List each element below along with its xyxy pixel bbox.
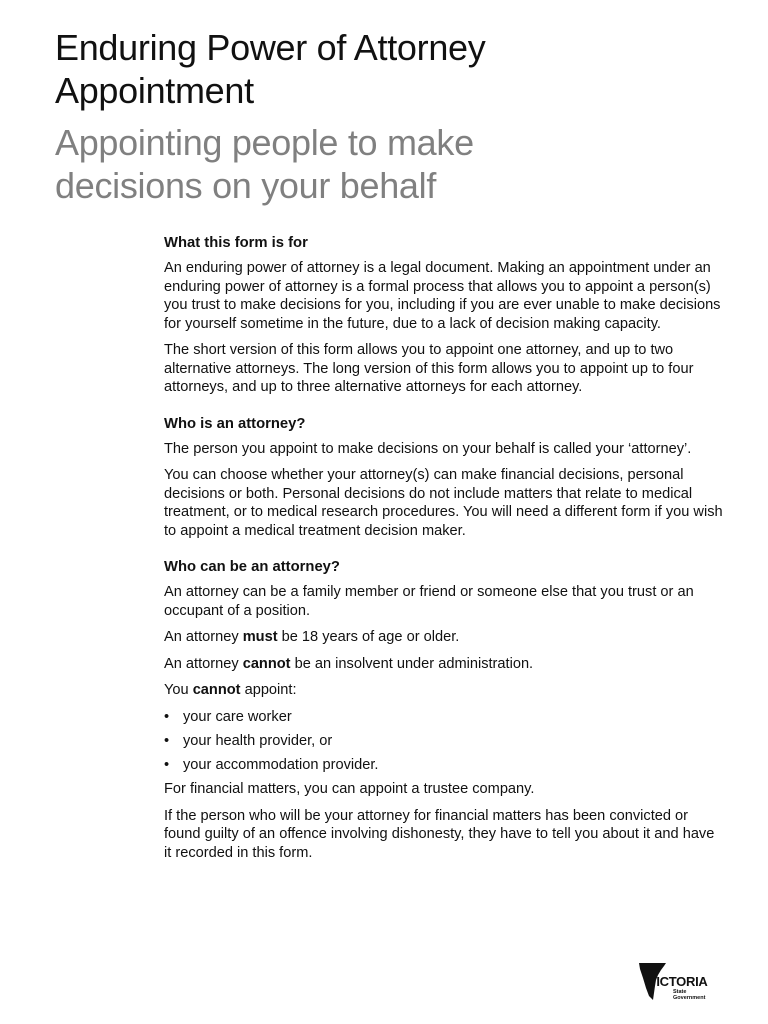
document-body: [164, 233, 724, 870]
logo-subtext-government: Government: [673, 995, 706, 1001]
list-item: • your accommodation provider.: [164, 756, 379, 773]
list-item: • your health provider, or: [164, 732, 333, 749]
section-heading-form-for: What this form is for: [164, 235, 308, 251]
subtitle-line-1: Appointing people to make: [55, 122, 474, 163]
paragraph: An attorney can be a family member or friend or someone else that you trust or an occupant of a position.: [164, 584, 694, 619]
paragraph: You can choose whether your attorney(s) can make financial decisions, personal decisions or both. Personal decisions do not include matters that relate to medical treatment, or to medical research procedures. You will need a different form if you wish to appoint a medical treatment decision maker.: [164, 467, 723, 539]
bullet-icon: •: [164, 756, 170, 773]
section-heading-who-is: Who is an attorney?: [164, 415, 306, 432]
paragraph: An attorney cannot be an insolvent under administration.: [164, 655, 534, 672]
paragraph: An enduring power of attorney is a legal document. Making an appointment under an enduring power of attorney is a formal process that allows you to appoint a person(s) you trust to make decisions for you, including if you are ever unable to make decisions for yourself sometime in the future, due to a lack of decision making capacity.: [164, 260, 721, 332]
paragraph: If the person who will be your attorney for financial matters has been convicted or found guilty of an offence involving dishonesty, they have to tell you about it and have it recorded in this form.: [164, 807, 715, 861]
emphasis-cannot: cannot: [242, 655, 291, 672]
bullet-list: [164, 708, 724, 775]
paragraph: For financial matters, you can appoint a trustee company.: [164, 781, 535, 797]
bullet-icon: •: [164, 732, 170, 749]
emphasis-must: must: [242, 629, 278, 645]
paragraph: The short version of this form allows you to appoint one attorney, and up to two alternative attorneys. The long version of this form allows you to appoint up to four attorneys, and up to three alternative attorneys for each attorney.: [164, 342, 694, 395]
victoria-state-government-logo: [636, 960, 720, 1004]
subtitle-line-2: decisions on your behalf: [55, 165, 437, 206]
paragraph: You cannot appoint:: [164, 682, 297, 698]
title-line-1: Enduring Power of Attorney: [55, 27, 486, 68]
bullet-icon: •: [164, 708, 170, 725]
paragraph: An attorney must be 18 years of age or older.: [164, 629, 460, 645]
logo-wordmark: VICTORIA: [648, 974, 708, 989]
document-subtitle: [55, 121, 715, 207]
document-title: [55, 26, 715, 112]
paragraph: The person you appoint to make decisions on your behalf is called your ‘attorney’.: [164, 440, 692, 457]
list-item: • your care worker: [164, 708, 292, 725]
logo-subtext-state: State: [673, 989, 687, 995]
section-heading-who-can: Who can be an attorney?: [164, 559, 340, 575]
emphasis-cannot: cannot: [192, 682, 241, 698]
title-line-2: Appointment: [55, 70, 254, 111]
